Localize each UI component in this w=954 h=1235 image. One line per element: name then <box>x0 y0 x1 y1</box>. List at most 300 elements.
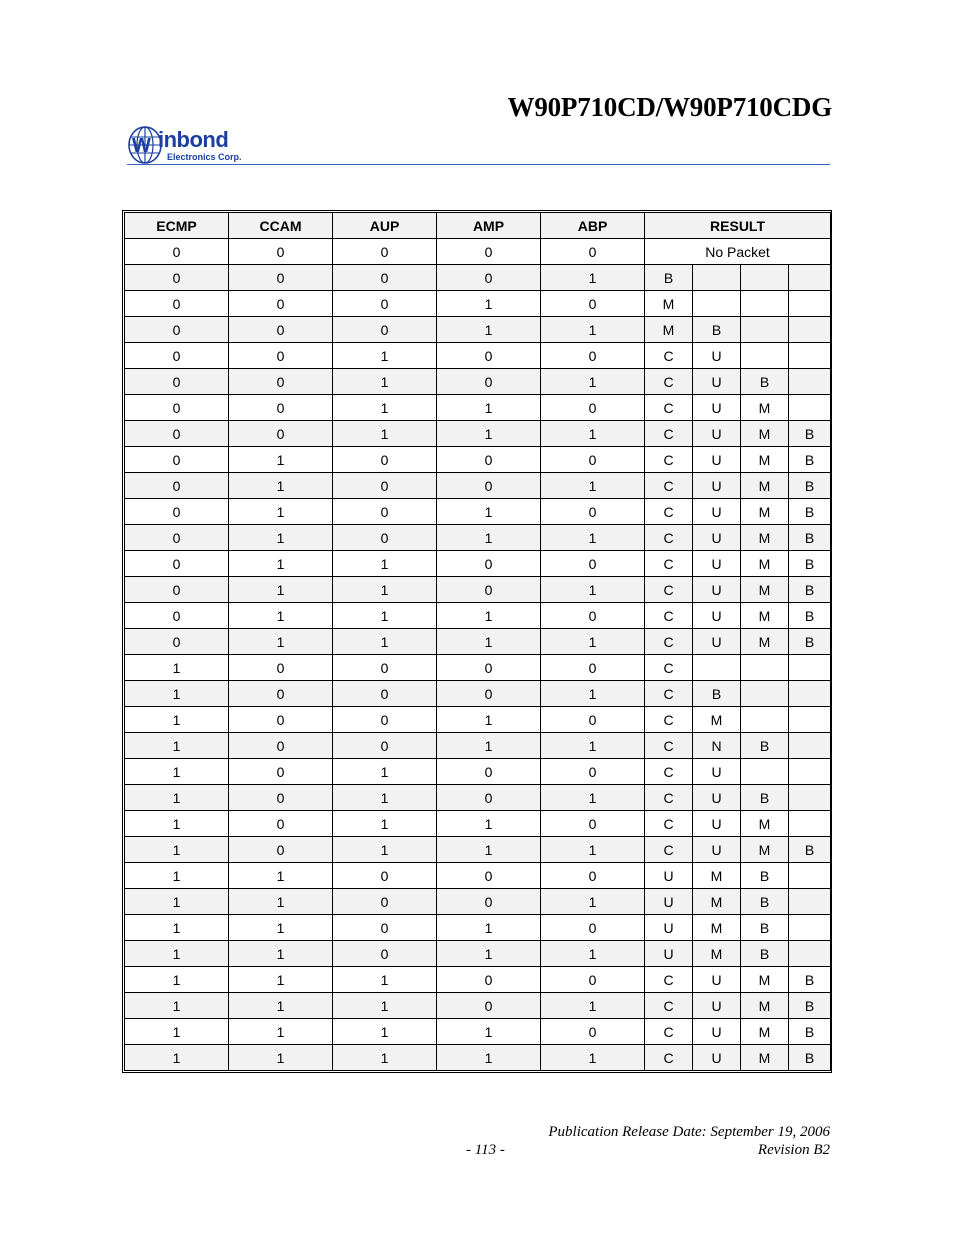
bit-cell: 1 <box>541 1045 645 1071</box>
result-cell: B <box>693 317 741 343</box>
column-header: AMP <box>437 213 541 239</box>
bit-cell: 1 <box>333 421 437 447</box>
result-cell <box>789 655 831 681</box>
result-cell: U <box>693 603 741 629</box>
bit-cell: 0 <box>437 473 541 499</box>
bit-cell: 1 <box>333 603 437 629</box>
bit-cell: 0 <box>125 421 229 447</box>
result-cell: C <box>645 733 693 759</box>
table-row <box>125 421 831 447</box>
bit-cell: 0 <box>229 239 333 265</box>
table-row <box>125 265 831 291</box>
bit-cell: 0 <box>125 343 229 369</box>
bit-cell: 1 <box>437 733 541 759</box>
bit-cell: 0 <box>125 447 229 473</box>
bit-cell: 1 <box>125 733 229 759</box>
bit-cell: 0 <box>229 291 333 317</box>
bit-cell: 1 <box>125 889 229 915</box>
bit-cell: 0 <box>437 967 541 993</box>
bit-cell: 1 <box>333 993 437 1019</box>
logo-wordmark: inbond <box>158 127 229 152</box>
bit-cell: 1 <box>229 629 333 655</box>
result-cell: B <box>741 863 789 889</box>
result-cell: M <box>645 291 693 317</box>
bit-cell: 1 <box>541 525 645 551</box>
table-row <box>125 863 831 889</box>
result-cell: U <box>693 811 741 837</box>
result-cell: M <box>741 447 789 473</box>
bit-cell: 0 <box>437 265 541 291</box>
bit-cell: 0 <box>541 759 645 785</box>
bit-cell: 0 <box>229 317 333 343</box>
winbond-logo <box>127 125 252 167</box>
table-row <box>125 837 831 863</box>
bit-cell: 1 <box>541 317 645 343</box>
result-cell <box>789 343 831 369</box>
column-header: ECMP <box>125 213 229 239</box>
bit-cell: 0 <box>125 499 229 525</box>
result-cell <box>789 395 831 421</box>
bit-cell: 0 <box>333 889 437 915</box>
result-cell: M <box>693 941 741 967</box>
table-header-row <box>125 213 831 239</box>
bit-cell: 0 <box>333 499 437 525</box>
bit-cell: 1 <box>541 733 645 759</box>
column-header: AUP <box>333 213 437 239</box>
result-cell: U <box>693 785 741 811</box>
bit-cell: 1 <box>229 915 333 941</box>
result-cell: B <box>741 941 789 967</box>
bit-cell: 0 <box>229 759 333 785</box>
bit-cell: 0 <box>229 369 333 395</box>
bit-cell: 0 <box>125 291 229 317</box>
result-cell: U <box>693 551 741 577</box>
result-cell: B <box>741 733 789 759</box>
result-cell <box>741 707 789 733</box>
bit-cell: 0 <box>229 837 333 863</box>
table-row <box>125 291 831 317</box>
result-cell: M <box>741 473 789 499</box>
bit-cell: 1 <box>333 369 437 395</box>
bit-cell: 1 <box>333 577 437 603</box>
bit-cell: 1 <box>333 629 437 655</box>
table-row <box>125 707 831 733</box>
bit-cell: 0 <box>541 395 645 421</box>
result-cell: C <box>645 811 693 837</box>
bit-cell: 0 <box>229 681 333 707</box>
table-row <box>125 759 831 785</box>
table-row <box>125 915 831 941</box>
result-cell: C <box>645 1045 693 1071</box>
bit-cell: 1 <box>437 1019 541 1045</box>
bit-cell: 1 <box>333 551 437 577</box>
bit-cell: 0 <box>437 863 541 889</box>
result-cell: B <box>789 421 831 447</box>
table-row <box>125 993 831 1019</box>
result-cell: M <box>741 1019 789 1045</box>
result-cell: C <box>645 785 693 811</box>
result-cell: U <box>693 421 741 447</box>
result-cell: B <box>789 1019 831 1045</box>
bit-cell: 0 <box>125 239 229 265</box>
bit-cell: 0 <box>541 343 645 369</box>
bit-cell: 0 <box>125 369 229 395</box>
bit-cell: 1 <box>125 681 229 707</box>
result-cell: B <box>789 967 831 993</box>
bit-cell: 1 <box>125 837 229 863</box>
result-cell: C <box>645 655 693 681</box>
bit-cell: 0 <box>333 525 437 551</box>
bit-cell: 1 <box>333 811 437 837</box>
truth-table-frame <box>122 210 832 1073</box>
result-cell: M <box>693 707 741 733</box>
bit-cell: 1 <box>125 655 229 681</box>
publication-date: Publication Release Date: September 19, 2006 <box>548 1124 830 1140</box>
result-cell: B <box>789 629 831 655</box>
bit-cell: 0 <box>541 239 645 265</box>
table-row <box>125 967 831 993</box>
bit-cell: 0 <box>541 551 645 577</box>
bit-cell: 1 <box>541 577 645 603</box>
table-row <box>125 889 831 915</box>
result-cell: U <box>693 577 741 603</box>
result-cell: B <box>789 499 831 525</box>
bit-cell: 0 <box>125 395 229 421</box>
bit-cell: 1 <box>541 681 645 707</box>
result-cell <box>789 291 831 317</box>
bit-cell: 0 <box>437 551 541 577</box>
result-cell <box>789 707 831 733</box>
bit-cell: 1 <box>541 421 645 447</box>
bit-cell: 0 <box>333 915 437 941</box>
result-cell: B <box>789 837 831 863</box>
result-cell: M <box>693 915 741 941</box>
bit-cell: 1 <box>437 603 541 629</box>
bit-cell: 0 <box>125 525 229 551</box>
result-cell: C <box>645 577 693 603</box>
table-row <box>125 603 831 629</box>
result-cell: C <box>645 759 693 785</box>
column-header: ABP <box>541 213 645 239</box>
result-cell: C <box>645 993 693 1019</box>
result-cell: C <box>645 1019 693 1045</box>
result-cell: B <box>741 915 789 941</box>
result-cell: M <box>741 395 789 421</box>
bit-cell: 0 <box>229 395 333 421</box>
bit-cell: 1 <box>437 1045 541 1071</box>
bit-cell: 1 <box>333 785 437 811</box>
table-row <box>125 447 831 473</box>
bit-cell: 0 <box>437 681 541 707</box>
result-cell <box>789 265 831 291</box>
result-cell: B <box>645 265 693 291</box>
bit-cell: 1 <box>437 941 541 967</box>
result-cell <box>693 291 741 317</box>
result-cell: C <box>645 525 693 551</box>
bit-cell: 1 <box>229 473 333 499</box>
bit-cell: 0 <box>541 915 645 941</box>
bit-cell: 1 <box>437 525 541 551</box>
result-cell: C <box>645 837 693 863</box>
bit-cell: 1 <box>541 785 645 811</box>
result-cell: U <box>693 1019 741 1045</box>
bit-cell: 0 <box>437 447 541 473</box>
bit-cell: 1 <box>333 395 437 421</box>
table-row <box>125 395 831 421</box>
bit-cell: 1 <box>229 941 333 967</box>
result-cell: C <box>645 369 693 395</box>
bit-cell: 1 <box>229 499 333 525</box>
bit-cell: 0 <box>229 265 333 291</box>
result-cell: U <box>693 499 741 525</box>
result-cell: M <box>693 889 741 915</box>
result-cell: B <box>789 551 831 577</box>
svg-text:W: W <box>132 135 151 157</box>
table-row <box>125 1019 831 1045</box>
result-cell: M <box>693 863 741 889</box>
bit-cell: 0 <box>437 889 541 915</box>
bit-cell: 0 <box>125 265 229 291</box>
bit-cell: 1 <box>437 811 541 837</box>
result-cell: M <box>741 603 789 629</box>
bit-cell: 0 <box>437 577 541 603</box>
bit-cell: 1 <box>541 941 645 967</box>
bit-cell: 0 <box>125 473 229 499</box>
bit-cell: 0 <box>229 733 333 759</box>
bit-cell: 1 <box>333 343 437 369</box>
column-header-result: RESULT <box>645 213 831 239</box>
table-row <box>125 655 831 681</box>
bit-cell: 0 <box>437 993 541 1019</box>
document-title: W90P710CD/W90P710CDG <box>507 92 832 122</box>
table-row <box>125 1045 831 1071</box>
table-row <box>125 343 831 369</box>
result-cell: M <box>741 1045 789 1071</box>
table-row <box>125 525 831 551</box>
result-cell <box>789 889 831 915</box>
bit-cell: 1 <box>125 785 229 811</box>
result-cell: C <box>645 421 693 447</box>
result-cell: U <box>693 525 741 551</box>
bit-cell: 0 <box>437 759 541 785</box>
table-body <box>125 239 831 1071</box>
bit-cell: 0 <box>333 291 437 317</box>
bit-cell: 1 <box>125 993 229 1019</box>
bit-cell: 0 <box>541 499 645 525</box>
result-cell: M <box>741 421 789 447</box>
result-cell: U <box>693 473 741 499</box>
bit-cell: 1 <box>125 707 229 733</box>
result-cell <box>693 655 741 681</box>
bit-cell: 0 <box>333 707 437 733</box>
result-cell: C <box>645 967 693 993</box>
result-cell: N <box>693 733 741 759</box>
bit-cell: 1 <box>229 577 333 603</box>
bit-cell: 0 <box>333 941 437 967</box>
bit-cell: 0 <box>541 863 645 889</box>
bit-cell: 1 <box>229 1019 333 1045</box>
table-row <box>125 473 831 499</box>
result-cell: B <box>789 1045 831 1071</box>
result-cell <box>789 317 831 343</box>
result-cell <box>741 681 789 707</box>
bit-cell: 1 <box>437 317 541 343</box>
result-cell: U <box>693 1045 741 1071</box>
bit-cell: 1 <box>437 707 541 733</box>
bit-cell: 1 <box>437 395 541 421</box>
bit-cell: 0 <box>125 551 229 577</box>
result-cell <box>789 863 831 889</box>
bit-cell: 0 <box>229 785 333 811</box>
result-cell <box>741 655 789 681</box>
bit-cell: 1 <box>541 629 645 655</box>
truth-table <box>124 212 831 1071</box>
result-cell: C <box>645 603 693 629</box>
bit-cell: 1 <box>229 447 333 473</box>
bit-cell: 1 <box>229 551 333 577</box>
result-cell <box>741 343 789 369</box>
bit-cell: 1 <box>125 1019 229 1045</box>
result-cell: B <box>741 369 789 395</box>
bit-cell: 1 <box>125 967 229 993</box>
result-cell <box>789 811 831 837</box>
result-cell: M <box>741 967 789 993</box>
table-row <box>125 577 831 603</box>
result-cell: M <box>741 551 789 577</box>
result-cell: U <box>693 967 741 993</box>
header-divider <box>127 164 830 165</box>
bit-cell: 1 <box>541 473 645 499</box>
bit-cell: 1 <box>541 837 645 863</box>
bit-cell: 0 <box>437 369 541 395</box>
bit-cell: 1 <box>125 811 229 837</box>
bit-cell: 1 <box>125 915 229 941</box>
bit-cell: 1 <box>333 967 437 993</box>
result-cell: B <box>789 473 831 499</box>
bit-cell: 0 <box>333 239 437 265</box>
bit-cell: 1 <box>125 1045 229 1071</box>
page-number: - 113 - <box>466 1142 505 1158</box>
bit-cell: 0 <box>333 317 437 343</box>
bit-cell: 1 <box>437 915 541 941</box>
result-cell: M <box>741 499 789 525</box>
bit-cell: 0 <box>541 447 645 473</box>
bit-cell: 1 <box>229 1045 333 1071</box>
table-row <box>125 733 831 759</box>
bit-cell: 1 <box>437 837 541 863</box>
bit-cell: 1 <box>125 941 229 967</box>
result-cell: B <box>789 525 831 551</box>
bit-cell: 0 <box>125 603 229 629</box>
table-row <box>125 499 831 525</box>
bit-cell: 1 <box>333 759 437 785</box>
result-cell: M <box>741 577 789 603</box>
table-row <box>125 941 831 967</box>
result-cell: C <box>645 629 693 655</box>
bit-cell: 0 <box>229 811 333 837</box>
result-cell: B <box>789 447 831 473</box>
bit-cell: 0 <box>541 707 645 733</box>
result-cell: U <box>693 447 741 473</box>
table-row <box>125 629 831 655</box>
column-header: CCAM <box>229 213 333 239</box>
table-row <box>125 239 831 265</box>
bit-cell: 0 <box>229 655 333 681</box>
result-cell: U <box>693 629 741 655</box>
result-cell: U <box>693 837 741 863</box>
bit-cell: 0 <box>541 603 645 629</box>
result-cell: C <box>645 707 693 733</box>
result-cell: U <box>645 941 693 967</box>
table-row <box>125 317 831 343</box>
result-cell: U <box>645 863 693 889</box>
bit-cell: 0 <box>229 343 333 369</box>
result-cell: U <box>693 395 741 421</box>
bit-cell: 1 <box>229 525 333 551</box>
result-cell: M <box>645 317 693 343</box>
table-row <box>125 369 831 395</box>
revision: Revision B2 <box>757 1142 830 1158</box>
bit-cell: 1 <box>333 837 437 863</box>
bit-cell: 0 <box>437 655 541 681</box>
table-row <box>125 785 831 811</box>
result-cell <box>741 759 789 785</box>
bit-cell: 1 <box>125 863 229 889</box>
result-cell <box>789 681 831 707</box>
bit-cell: 1 <box>229 967 333 993</box>
result-cell <box>789 733 831 759</box>
result-cell: C <box>645 681 693 707</box>
result-cell: M <box>741 993 789 1019</box>
bit-cell: 0 <box>125 317 229 343</box>
bit-cell: 0 <box>333 681 437 707</box>
bit-cell: 1 <box>437 421 541 447</box>
bit-cell: 0 <box>333 473 437 499</box>
bit-cell: 0 <box>125 629 229 655</box>
result-cell: M <box>741 837 789 863</box>
result-cell: M <box>741 525 789 551</box>
bit-cell: 0 <box>437 785 541 811</box>
result-cell <box>789 941 831 967</box>
result-cell <box>789 915 831 941</box>
bit-cell: 0 <box>541 1019 645 1045</box>
result-cell: B <box>741 889 789 915</box>
result-cell: C <box>645 447 693 473</box>
result-cell: B <box>693 681 741 707</box>
bit-cell: 1 <box>541 369 645 395</box>
bit-cell: 1 <box>437 291 541 317</box>
bit-cell: 1 <box>437 629 541 655</box>
bit-cell: 0 <box>333 733 437 759</box>
result-cell: B <box>789 577 831 603</box>
result-cell <box>741 265 789 291</box>
bit-cell: 1 <box>229 863 333 889</box>
result-cell: B <box>789 603 831 629</box>
bit-cell: 0 <box>541 655 645 681</box>
result-cell <box>741 291 789 317</box>
bit-cell: 1 <box>541 265 645 291</box>
table-row <box>125 811 831 837</box>
bit-cell: 0 <box>229 421 333 447</box>
bit-cell: 0 <box>437 239 541 265</box>
bit-cell: 1 <box>333 1045 437 1071</box>
bit-cell: 1 <box>229 603 333 629</box>
result-cell <box>741 317 789 343</box>
result-cell: C <box>645 343 693 369</box>
bit-cell: 1 <box>333 1019 437 1045</box>
result-cell <box>789 369 831 395</box>
bit-cell: 0 <box>541 291 645 317</box>
